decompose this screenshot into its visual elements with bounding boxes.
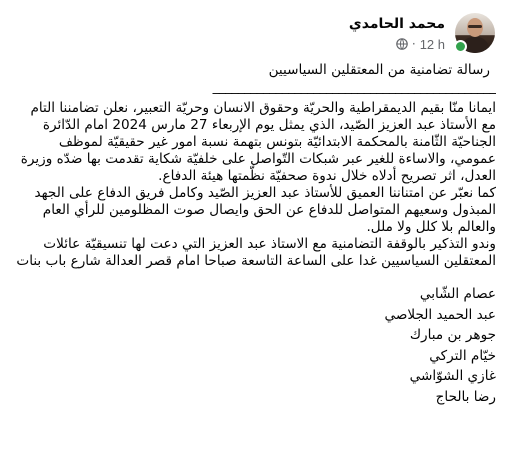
post-timestamp[interactable]: 12 h: [419, 36, 445, 52]
post-paragraph-2: كما نعبّر عن امتناننا العميق للأستاذ عبد العزيز الصّيد وكامل فريق الدفاع على الجهد المبذول وسعيهم المتواصل للدفاع عن الحق وايصال صوت المظلومين للرأي العام والعالم بلا كلل ولا ملل.: [34, 185, 496, 235]
signatory: خيّام التركي: [429, 347, 496, 364]
time-separator: ·: [411, 37, 416, 51]
online-status-dot: [454, 40, 467, 53]
title-underline: _____________________________________________: [212, 79, 496, 95]
post-header: [349, 8, 495, 58]
post-time-row: [349, 37, 445, 52]
post-body: [12, 62, 496, 407]
post-paragraph-3: وندو التذكير بالوقفة التضامنية مع الاستاذ عبد العزيز التي دعت لها تنسيقيّة عائلات المعتقلين السياسيين غدا على الساعة التاسعة صباحا امام قصر العدالة شارع باب بنات: [16, 236, 496, 269]
post-meta: [349, 15, 445, 52]
signatory: غازي الشوّاشي: [409, 368, 496, 384]
author-avatar-container[interactable]: [455, 13, 495, 53]
author-name[interactable]: محمد الحامدي: [348, 15, 445, 32]
avatar-glasses: [468, 25, 482, 28]
paragraph-spacer: [12, 270, 496, 284]
signatory: عصام الشّابي: [419, 286, 496, 302]
signatory: عبد الحميد الجلاصي: [384, 306, 496, 323]
globe-icon[interactable]: [396, 38, 408, 50]
signatory: رضا بالحاج: [435, 388, 496, 405]
signatory: جوهر بن مبارك: [409, 327, 496, 343]
post-title: رسالة تضامنية من المعتقلين السياسيين: [268, 62, 490, 78]
post-paragraph-1: ايمانا منّا بقيم الديمقراطية والحريّة وحقوق الانسان وحريّة التعبير، نعلن تضامننا التام مع الأستاذ عبد العزيز الصّيد، الذي يمثل يوم الإربعاء 27 مارس 2024 امام الدّائرة الجناحيّة الثّامنة بالمحكمة الابتدائيّة بتونس بتهمة نسبة امور غير حقيقيّة لموظف عمومي، والاساءة للغير عبر شبكات التّواصل على خلفيّة شكاية تقدمت بها ضدّه وزيرة العدل، اثر تصريح أدلاه خلال ندوة صحفيّة نظّمتها هيئة الدفاع.: [20, 100, 496, 184]
